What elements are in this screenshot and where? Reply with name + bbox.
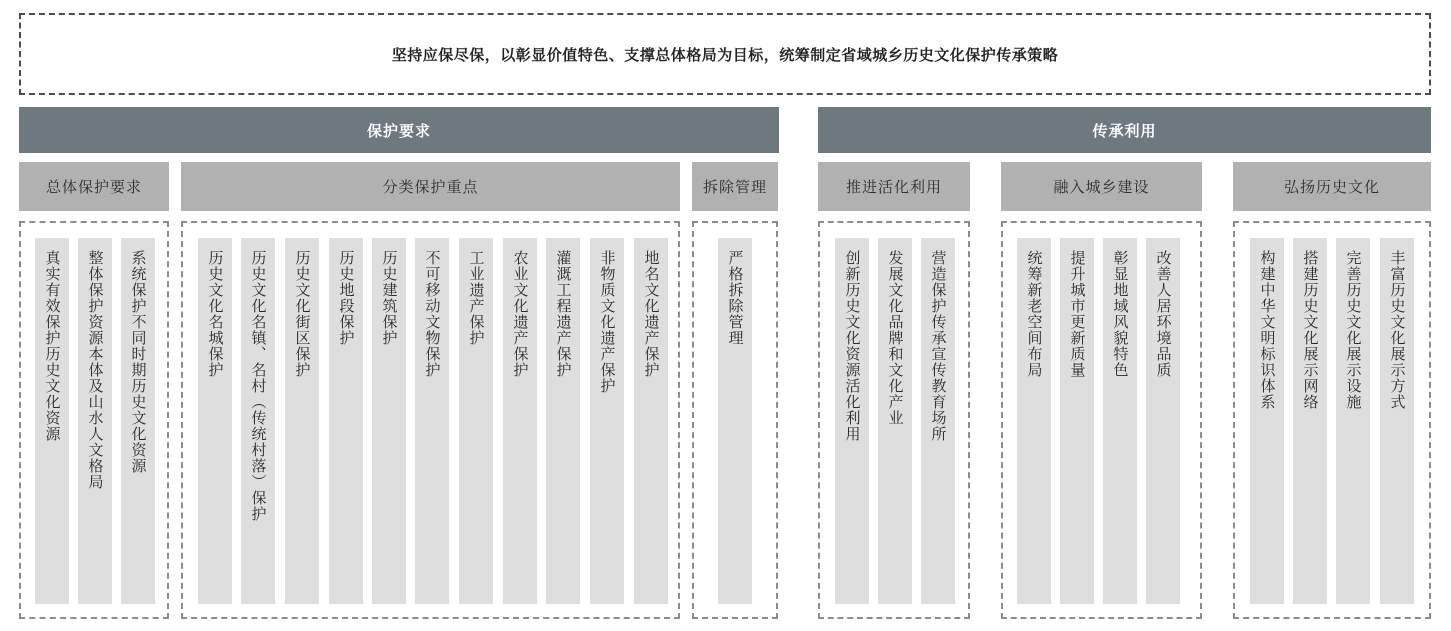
- column-item-text: 历史文化街区保护: [293, 250, 312, 378]
- strategy-banner: [19, 13, 1431, 95]
- category-promote-history-culture: [1233, 162, 1431, 211]
- category-classified-label: 分类保护重点: [382, 178, 479, 196]
- column-item: [372, 238, 406, 604]
- column-item-text: 改善人居环境品质: [1154, 250, 1173, 378]
- category-activation-label: 推进活化利用: [845, 178, 942, 196]
- column-item: [1060, 238, 1094, 604]
- category-overall-label: 总体保护要求: [45, 178, 142, 196]
- column-item-text: 丰富历史文化展示方式: [1388, 250, 1407, 410]
- column-item-text: 构建中华文明标识体系: [1258, 250, 1277, 410]
- column-item-text: 非物质文化遗产保护: [598, 250, 617, 394]
- column-item: [78, 238, 112, 604]
- column-item: [634, 238, 668, 604]
- section-protection-requirements: [19, 107, 779, 153]
- column-item: [835, 238, 869, 604]
- category-integration-label: 融入城乡建设: [1053, 178, 1150, 196]
- column-item: [1336, 238, 1370, 604]
- column-item-text: 彰显地域风貌特色: [1111, 250, 1130, 378]
- column-item-text: 系统保护不同时期历史文化资源: [129, 250, 148, 474]
- column-item-text: 整体保护资源本体及山水人文格局: [86, 250, 105, 490]
- section-inheritance-utilization: [818, 107, 1431, 153]
- category-demolition-label: 拆除管理: [702, 178, 767, 196]
- column-item-text: 提升城市更新质量: [1068, 250, 1087, 378]
- column-item: [1250, 238, 1284, 604]
- strategy-banner-text: 坚持应保尽保，以彰显价值特色、支撑总体格局为目标，统筹制定省域城乡历史文化保护传承策略: [391, 45, 1059, 64]
- column-item: [1293, 238, 1327, 604]
- column-item: [121, 238, 155, 604]
- section-inheritance-label: 传承利用: [1092, 121, 1157, 140]
- column-item: [241, 238, 275, 604]
- column-item: [35, 238, 69, 604]
- column-item: [590, 238, 624, 604]
- column-item: [1146, 238, 1180, 604]
- column-item-text: 灌溉工程遗产保护: [554, 250, 573, 378]
- column-item-text: 农业文化遗产保护: [511, 250, 530, 378]
- column-item-text: 发展文化品牌和文化产业: [886, 250, 905, 426]
- column-item: [1380, 238, 1414, 604]
- category-overall-protection: [19, 162, 169, 211]
- column-item-text: 历史文化名镇、名村（传统村落）保护: [249, 250, 268, 522]
- category-activation-utilization: [818, 162, 970, 211]
- column-item: [198, 238, 232, 604]
- column-item: [718, 238, 752, 604]
- column-item-text: 不可移动文物保护: [423, 250, 442, 378]
- column-item: [546, 238, 580, 604]
- column-item-text: 严格拆除管理: [726, 250, 745, 346]
- category-demolition-management: [692, 162, 778, 211]
- column-item-text: 创新历史文化资源活化利用: [843, 250, 862, 442]
- column-item-text: 地名文化遗产保护: [642, 250, 661, 378]
- column-item-text: 统筹新老空间布局: [1025, 250, 1044, 378]
- column-item-text: 完善历史文化展示设施: [1344, 250, 1363, 410]
- column-item-text: 历史地段保护: [337, 250, 356, 346]
- column-item: [329, 238, 363, 604]
- column-item: [503, 238, 537, 604]
- column-item-text: 工业遗产保护: [467, 250, 486, 346]
- column-item-text: 营造保护传承宣传教育场所: [929, 250, 948, 442]
- column-item: [459, 238, 493, 604]
- category-classified-protection: [181, 162, 680, 211]
- category-urban-rural-integration: [1001, 162, 1202, 211]
- section-protection-label: 保护要求: [366, 121, 431, 140]
- category-promotion-label: 弘扬历史文化: [1283, 178, 1380, 196]
- column-item-text: 真实有效保护历史文化资源: [43, 250, 62, 442]
- column-item: [285, 238, 319, 604]
- column-item-text: 搭建历史文化展示网络: [1301, 250, 1320, 410]
- column-item: [415, 238, 449, 604]
- column-item: [921, 238, 955, 604]
- column-item: [1017, 238, 1051, 604]
- column-item: [1103, 238, 1137, 604]
- column-item-text: 历史建筑保护: [380, 250, 399, 346]
- column-item-text: 历史文化名城保护: [206, 250, 225, 378]
- column-item: [878, 238, 912, 604]
